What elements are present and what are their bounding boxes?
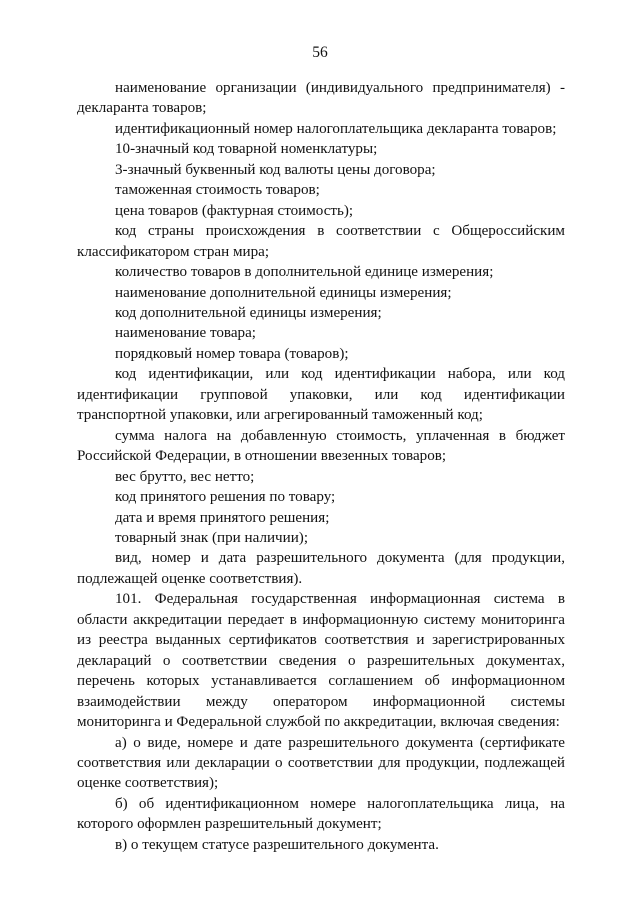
paragraph-country-of-origin: код страны происхождения в соответствии с Общероссийским классификатором стран мира;	[77, 223, 565, 260]
paragraph-decision-code: код принятого решения по товару;	[115, 489, 336, 506]
paragraph-item-c: в) о текущем статусе разрешительного документа.	[115, 836, 439, 853]
page-number: 56	[312, 44, 328, 61]
paragraph-weight: вес брутто, вес нетто;	[115, 468, 255, 485]
paragraph-item-b: б) об идентификационном номере налогоплательщика лица, на которого оформлен разрешительный документ;	[77, 795, 565, 833]
paragraph-decision-datetime: дата и время принятого решения;	[115, 509, 330, 526]
paragraph-organization-name: наименование организации (индивидуального предпринимателя) - декларанта товаров;	[77, 80, 565, 117]
paragraph-currency-code: 3-значный буквенный код валюты цены договора;	[115, 161, 436, 178]
document-body	[77, 78, 565, 855]
paragraph-invoice-price: цена товаров (фактурная стоимость);	[115, 202, 354, 219]
paragraph-identification-code: код идентификации, или код идентификации набора, или код идентификации групповой упаковки, или код идентификации транспортной упаковки, или агрегированный таможенный код;	[77, 366, 565, 424]
paragraph-item-a: а) о виде, номере и дате разрешительного документа (сертификате соответствия или декларации о соответствии для продукции, подлежащей оценке соответствия);	[77, 734, 565, 792]
paragraph-commodity-code: 10-значный код товарной номенклатуры;	[115, 141, 378, 158]
paragraph-trademark: товарный знак (при наличии);	[115, 529, 309, 546]
paragraph-goods-name: наименование товара;	[115, 325, 256, 342]
paragraph-supplementary-quantity: количество товаров в дополнительной единице измерения;	[115, 264, 494, 281]
paragraph-supplementary-unit-name: наименование дополнительной единицы измерения;	[115, 284, 452, 301]
paragraph-goods-number: порядковый номер товара (товаров);	[115, 345, 349, 362]
paragraph-customs-value: таможенная стоимость товаров;	[115, 182, 320, 199]
paragraph-section-101: 101. Федеральная государственная информационная система в области аккредитации передает в информационную систему мониторинга из реестра выданных сертификатов соответствия и зарегистрированных деклараций о соответствии сведения о разрешительных документах, перечень которых устанавливается соглашением об информационном взаимодействии между оператором информационной системы мониторинга и Федеральной службой по аккредитации, включая сведения:	[77, 591, 565, 731]
paragraph-supplementary-unit-code: код дополнительной единицы измерения;	[115, 304, 382, 321]
paragraph-vat: сумма налога на добавленную стоимость, уплаченная в бюджет Российской Федерации, в отношении ввезенных товаров;	[77, 427, 565, 465]
paragraph-permit-document: вид, номер и дата разрешительного документа (для продукции, подлежащей оценке соответствия).	[77, 550, 565, 587]
paragraph-declarant-inn: идентификационный номер налогоплательщика декларанта товаров;	[115, 120, 557, 137]
